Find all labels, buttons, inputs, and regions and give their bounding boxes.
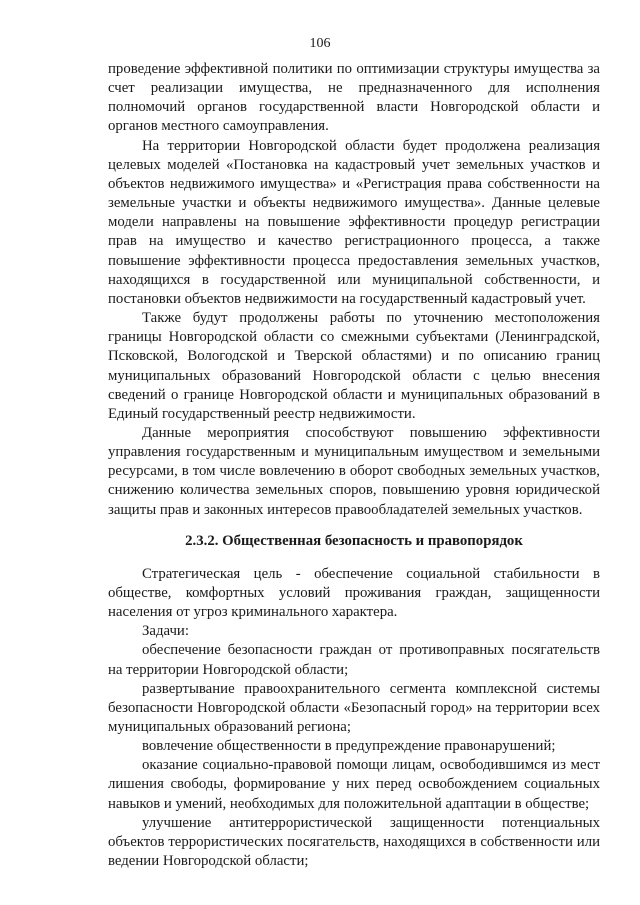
task-item: развертывание правоохранительного сегмента комплексной системы безопасности Новгородской области «Безопасный город» на территории всех муниципальных образований региона; — [108, 680, 600, 735]
task-item: вовлечение общественности в предупреждение правонарушений; — [142, 738, 556, 755]
page-content — [108, 60, 600, 871]
paragraph-efficiency: Данные мероприятия способствуют повышению эффективности управления государственным и муниципальным имуществом и земельными ресурсами, в том числе вовлечению в оборот свободных земельных участков, снижению количества земельных споров, повышению уровня юридической защиты прав и законных интересов правообладателей земельных участков. — [108, 424, 600, 518]
task-item: обеспечение безопасности граждан от противоправных посягательств на территории Новгородской области; — [108, 642, 600, 678]
page-number: 106 — [309, 36, 331, 51]
task-item: оказание социально-правовой помощи лицам, освободившимся из мест лишения свободы, формирование у них перед освобождением социальных навыков и умений, необходимых для положительной адаптации в обществе; — [108, 757, 600, 812]
paragraph-continuation: проведение эффективной политики по оптимизации структуры имущества за счет реализации имущества, не предназначенного для исполнения полномочий органов государственной власти Новгородской области и органов местного самоуправления. — [108, 61, 600, 135]
task-item: улучшение антитеррористической защищенности потенциальных объектов террористических посягательств, находящихся в собственности или ведении Новгородской области; — [108, 814, 600, 870]
strategic-goal: Стратегическая цель - обеспечение социальной стабильности в обществе, комфортных условий проживания граждан, защищенности населения от угроз криминального характера. — [108, 565, 600, 621]
tasks-label: Задачи: — [142, 623, 189, 640]
section-heading: 2.3.2. Общественная безопасность и правопорядок — [185, 532, 523, 549]
paragraph-target-models: На территории Новгородской области будет продолжена реализация целевых моделей «Постановка на кадастровый учет земельных участков и объектов недвижимого имущества» и «Регистрация права собственности на земельные участки и объекты недвижимого имущества». Данные целевые модели направлены на повышение эффективности процедур регистрации прав на имущество и качество регистрационного процесса, а также повышение эффективности процесса предоставления земельных участков, находящихся в государственной или муниципальной собственности, и постановки объектов недвижимости на государственный кадастровый учет. — [108, 137, 600, 307]
paragraph-border-works: Также будут продолжены работы по уточнению местоположения границы Новгородской области со смежными субъектами (Ленинградской, Псковской, Вологодской и Тверской областями) и по описанию границ муниципальных образований Новгородской области с целью внесения сведений о границе Новгородской области и муниципальных образований в Единый государственный реестр недвижимости. — [108, 310, 600, 422]
